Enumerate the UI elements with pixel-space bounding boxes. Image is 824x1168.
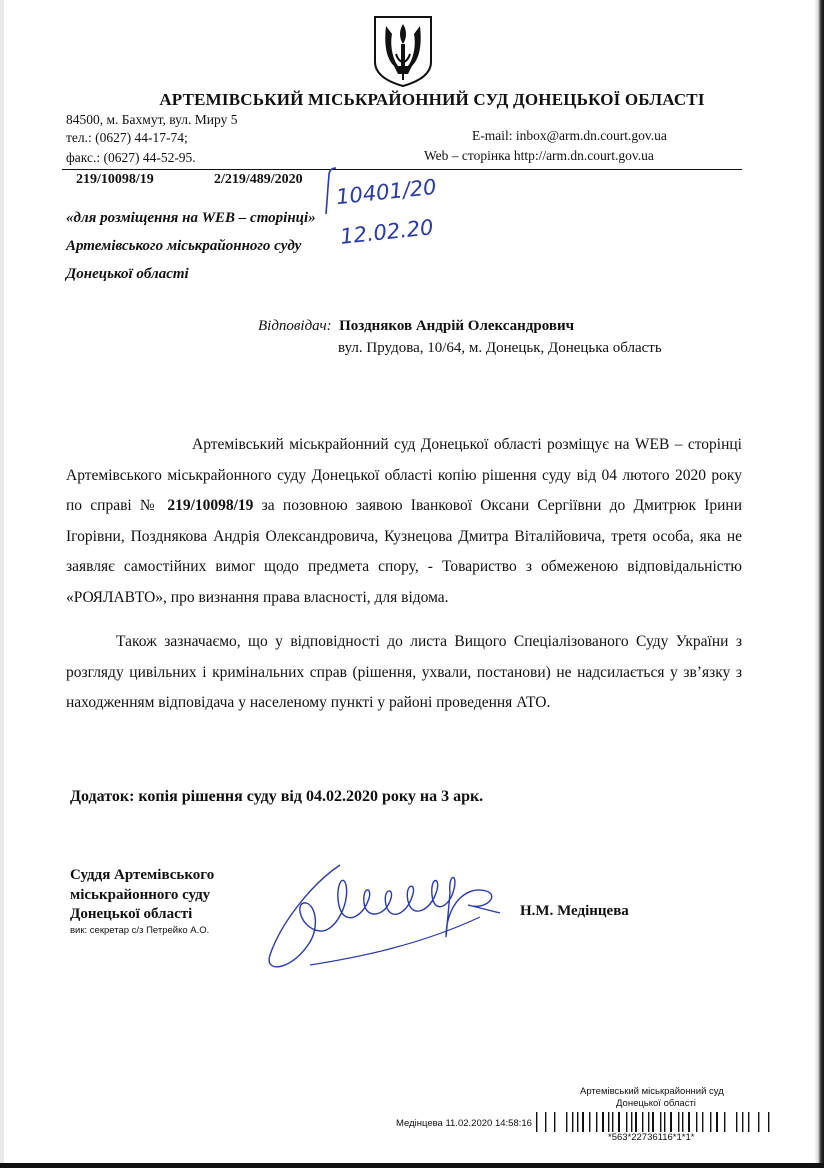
trident-emblem-icon bbox=[372, 14, 434, 88]
recipient-label: Відповідач: bbox=[258, 318, 332, 334]
judge-title bbox=[70, 866, 214, 925]
header-divider bbox=[62, 169, 742, 170]
addressee-line-1: «для розміщення на WEB – сторінці» bbox=[66, 210, 316, 226]
judge-name: Н.М. Медінцева bbox=[520, 903, 629, 919]
court-title: АРТЕМІВСЬКИЙ МІСЬКРАЙОННИЙ СУД ДОНЕЦЬКОЇ ОБЛАСТІ bbox=[159, 90, 705, 109]
stamp-registered: Медінцева 11.02.2020 14:58:16 bbox=[396, 1118, 532, 1129]
document-number: 2/219/489/2020 bbox=[214, 172, 303, 187]
recipient-line bbox=[258, 318, 574, 335]
scan-left-edge bbox=[0, 0, 4, 1168]
judge-title-line-2: міськрайонного суду bbox=[70, 886, 211, 903]
paragraph-1 bbox=[66, 430, 742, 613]
court-phone: тел.: (0627) 44-17-74; bbox=[66, 130, 188, 145]
judge-title-line-3: Донецької області bbox=[70, 906, 193, 922]
barcode bbox=[536, 1112, 772, 1132]
addressee-line-3: Донецької області bbox=[66, 266, 189, 282]
recipient-address: вул. Прудова, 10/64, м. Донецьк, Донецька область bbox=[338, 340, 662, 356]
court-website: Web – сторінка http://arm.dn.court.gov.ua bbox=[424, 148, 654, 163]
judge-signature bbox=[250, 845, 520, 985]
case-number: 219/10098/19 bbox=[76, 172, 154, 187]
court-email: E-mail: inbox@arm.dn.court.gov.ua bbox=[472, 128, 667, 143]
paragraph-1-text-a: Артемівський міськрайонний суд Донецької області розміщує на WEB – сторінці Артемівського міськрайонного суду Донецької області копію рішення суду від 04 лютого 2020 року по справі № bbox=[66, 436, 742, 514]
handwritten-registration: 10401/20 bbox=[335, 174, 438, 210]
scan-right-edge bbox=[814, 0, 824, 1168]
paragraph-1-text-b: за позовною заявою Іванкової Оксани Сергіївни до Дмитрюк Ірини Ігорівни, Позднякова Андрія Олександровича, Кузнецова Дмитра Віталійовича, третя особа, яка не заявляє самостійних вимог щодо предмета спору, - Товариство з обмеженою відповідальністю «РОЯЛАВТО», про визнання права власності, для відома. bbox=[66, 497, 742, 606]
barcode-text: *563*22736116*1*1* bbox=[608, 1132, 695, 1143]
stamp-org-line-2: Донецької області bbox=[616, 1098, 696, 1109]
stamp-org-line-1: Артемівський міськрайонний суд bbox=[580, 1086, 724, 1097]
scan-bottom-edge bbox=[0, 1163, 824, 1168]
paragraph-1-case-number: 219/10098/19 bbox=[167, 497, 254, 514]
judge-title-line-1: Суддя Артемівського bbox=[70, 867, 215, 883]
letter-body bbox=[66, 430, 742, 719]
recipient-name: Поздняков Андрій Олександрович bbox=[339, 318, 575, 334]
attachment-note: Додаток: копія рішення суду від 04.02.2020 року на 3 арк. bbox=[70, 788, 484, 805]
court-fax: факс.: (0627) 44-52-95. bbox=[66, 150, 196, 165]
addressee-line-2: Артемівського міськрайонного суду bbox=[66, 238, 302, 254]
paragraph-2: Також зазначаємо, що у відповідності до листа Вищого Спеціалізованого Суду України з розгляду цивільних і кримінальних справ (рішення, ухвали, постанови) не надсилається у зв’язку з находженням відповідача у населеному пункті у районі проведення АТО. bbox=[66, 633, 742, 711]
court-address: 84500, м. Бахмут, вул. Миру 5 bbox=[66, 112, 238, 127]
executor-note: вик: секретар с/з Петрейко А.О. bbox=[70, 925, 210, 936]
handwritten-date: 12.02.20 bbox=[339, 215, 435, 249]
